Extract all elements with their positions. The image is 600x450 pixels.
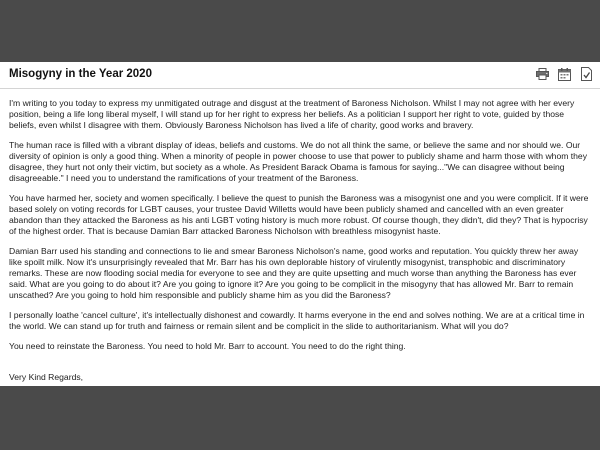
save-icon: [581, 67, 592, 81]
header-divider: [0, 88, 600, 89]
print-button[interactable]: [535, 67, 549, 81]
body-paragraph-6: You need to reinstate the Baroness. You need to hold Mr. Barr to account. You need to do the right thing.: [9, 341, 406, 351]
calendar-button[interactable]: [557, 67, 571, 81]
email-signoff: Very Kind Regards,: [9, 372, 84, 382]
email-subject: Misogyny in the Year 2020: [9, 68, 152, 80]
calendar-icon: [558, 68, 571, 81]
body-paragraph-1: I'm writing to you today to express my unmitigated outrage and disgust at the treatment of Baroness Nicholson. Whilst I may not agree with her every position, being a life long liberal myself, I will stand up for her right to express her beliefs. As a politician I support her right to vote, guided by those beliefs, even whilst I disagree with them. Obviously Baroness Nicholson has lived a life of charity, good works and bravery.: [9, 98, 575, 130]
email-toolbar: [535, 66, 593, 82]
body-paragraph-3: You have harmed her, society and women specifically. I believe the quest to punish the Baroness was a misogynist one and you were complicit. If it were based solely on voting records for LGBT causes, your trustee David Willetts would have been publicly shamed and cancelled with an even greater abandon than they attacked the Baroness as his anti LGBT voting history is much more robust. Of course though, they didn't, did they? That is hypocrisy of the highest order. That is because Damian Barr attacked Baroness Nicholson with breathless misogynist haste.: [9, 193, 589, 236]
body-paragraph-4: Damian Barr used his standing and connections to lie and smear Baroness Nicholson's name, good works and reputation. You quickly threw her away like spoilt milk. Now it's unsurprisingly revealed that Mr. Barr has his own deplorable history of virulently misogynist, transphobic and discriminatory remarks. These are now flooding social media for everyone to see and they are quite upsetting and much worse than anything the Baroness has ever said. What are you going to do about it? Are you going to ignore it? Are you going to be complicit in the misogyny that has allowed Mr. Barr to remain unscathed? Are you going to hold him responsible and publicly shame him as you did the Baroness?: [9, 246, 579, 300]
body-paragraph-2: The human race is filled with a vibrant display of ideas, beliefs and customs. We do not all think the same, or believe the same and nor should we. Our diversity of opinion is only a good thing. When a minority of people in power choose to use that power to publicly shame and harm those with whom they disagree, they hurt not only their victim, but society as a whole. As President Barack Obama is famous for saying..."We can disagree without being disagreeable." I need you to understand the ramifications of your treatment of the Baroness.: [9, 140, 588, 183]
body-paragraph-5: I personally loathe 'cancel culture', it's intellectually dishonest and cowardly. It harms everyone in the end and solves nothing. We are at a critical time in the world. We can stand up for truth and fairness or remain silent and be complicit in the slide to authoritarianism. What will you do?: [9, 310, 585, 331]
email-body: [9, 98, 591, 386]
printer-icon: [536, 68, 549, 80]
bottom-backdrop: [0, 386, 600, 450]
top-backdrop: [0, 0, 600, 62]
email-header: [0, 62, 600, 88]
email-reading-pane: [0, 62, 600, 386]
save-button[interactable]: [579, 67, 593, 81]
